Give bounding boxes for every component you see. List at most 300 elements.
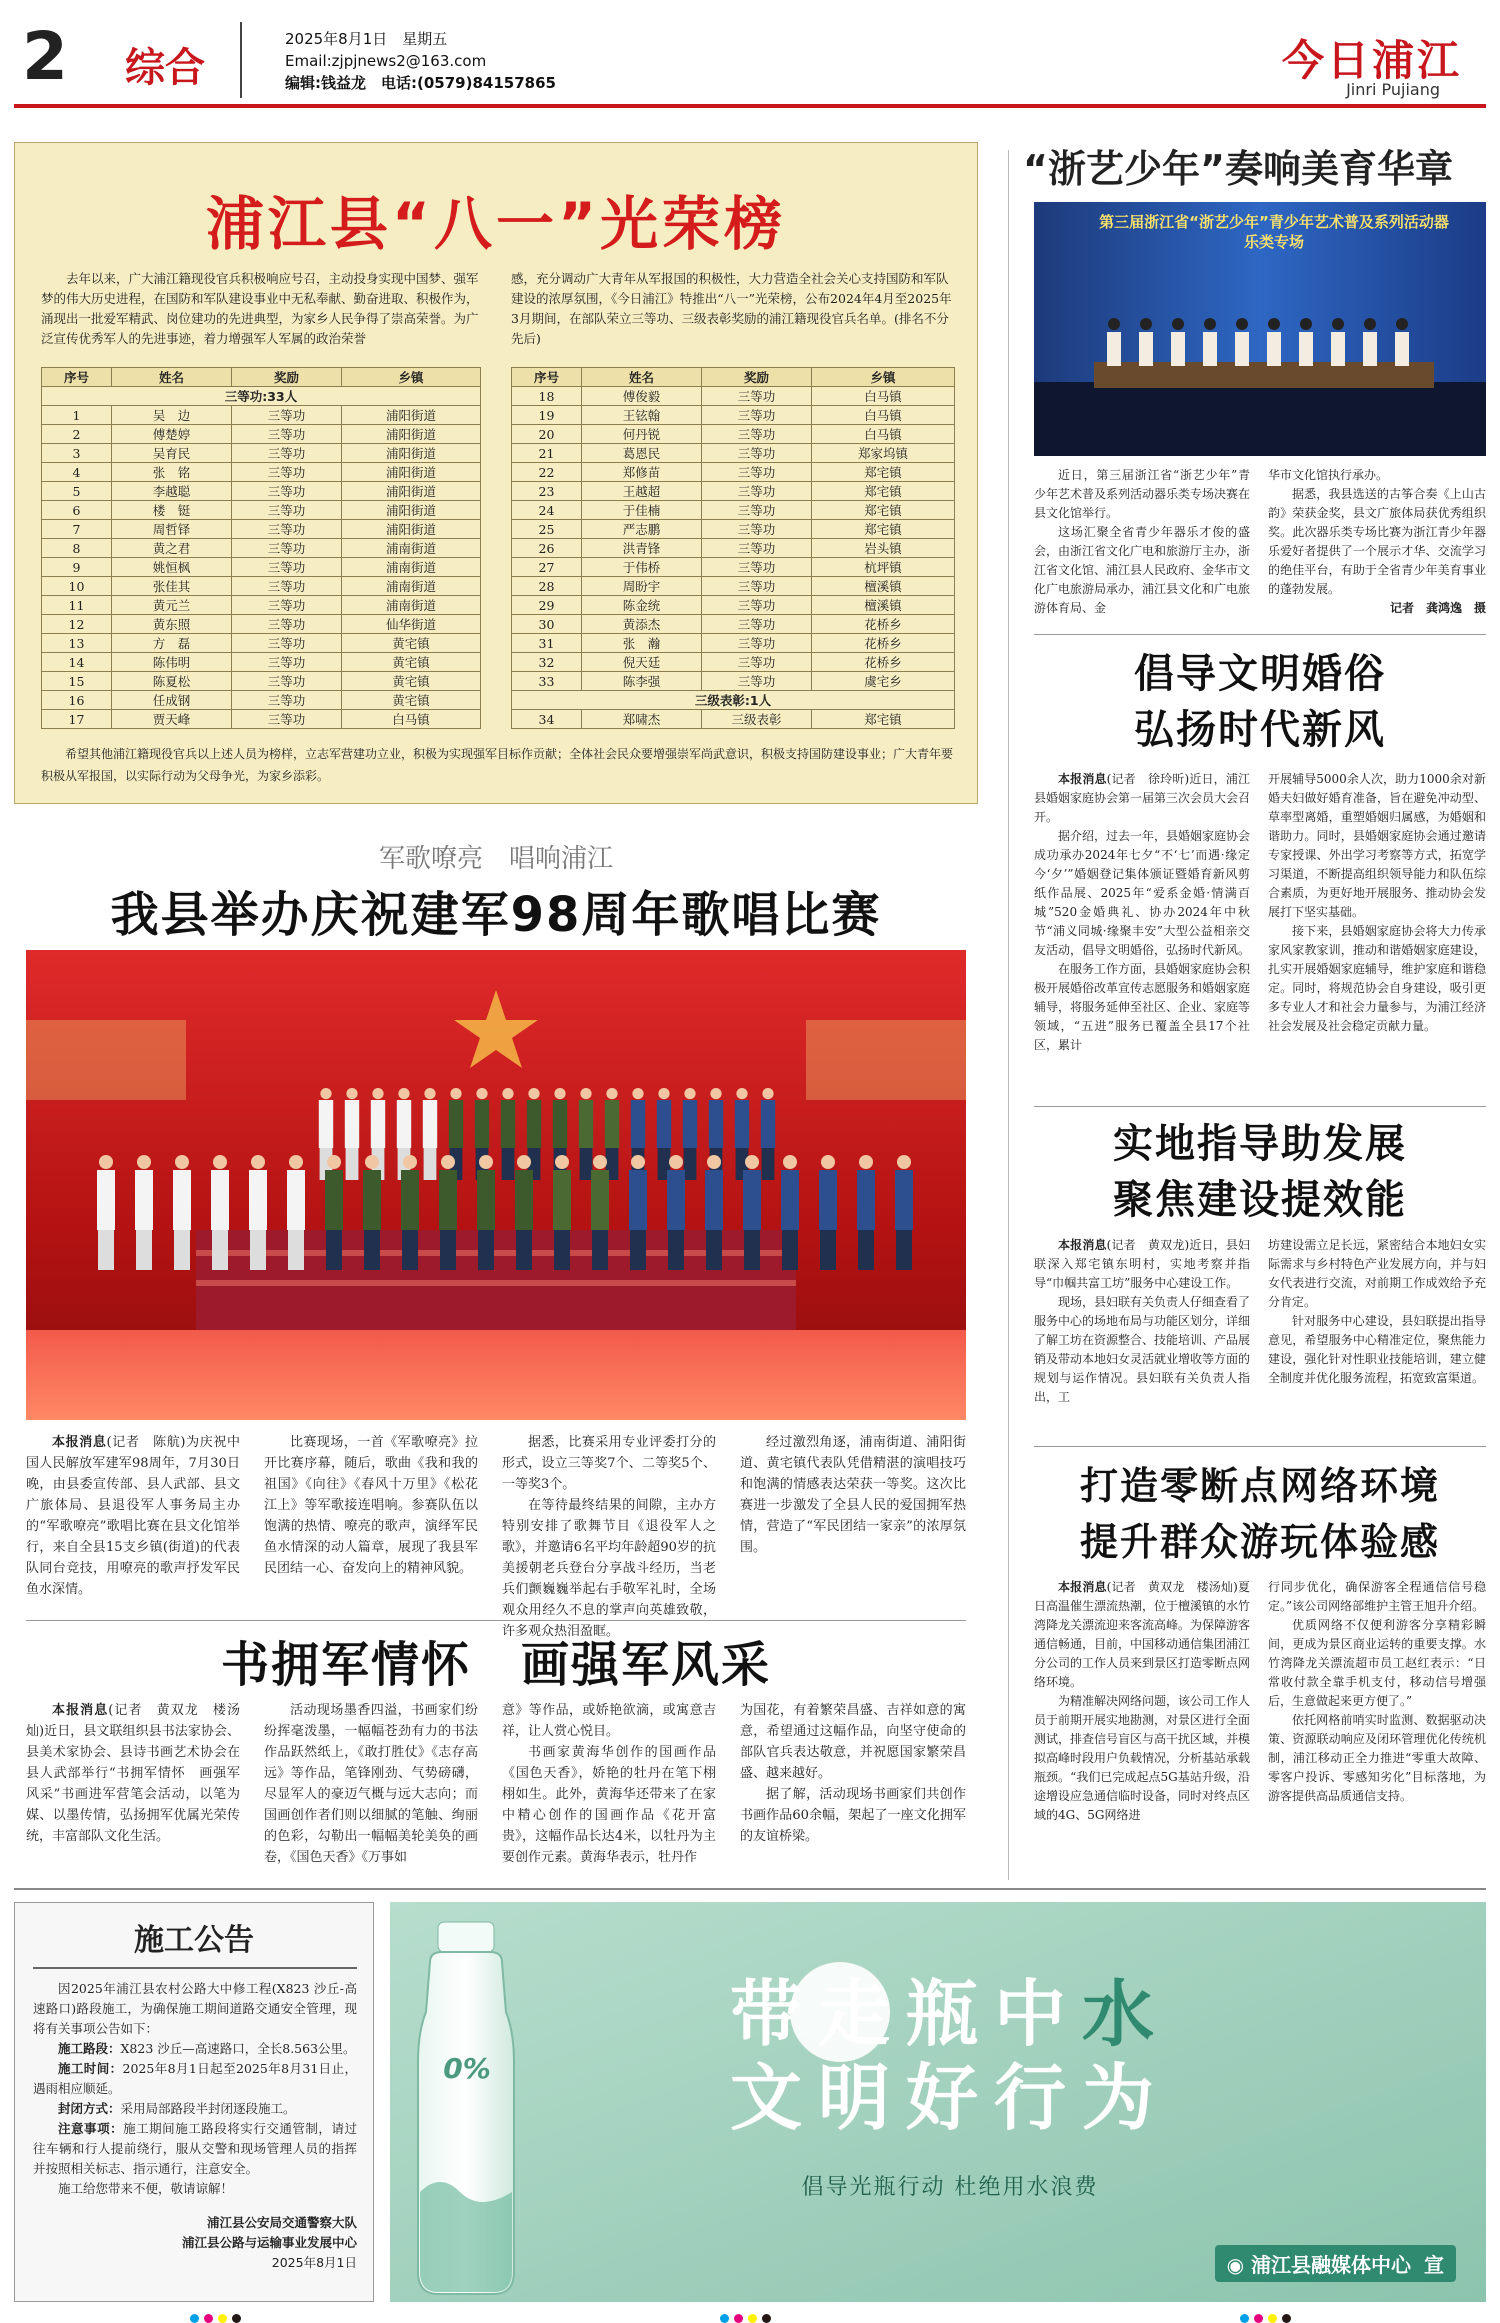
col-header-town: 乡镇 [342, 368, 481, 387]
performer-figure [629, 1170, 647, 1230]
notice-line-2: 2025年8月1日起至2025年8月31日止，遇雨相应顺延。 [33, 2061, 357, 2096]
calligraphy-p4: 书画家黄海华创作的国画作品《国色天香》，娇艳的牡丹在笔下栩栩如生。此外，黄海华还带来了在家中精心创作的国画作品《花开富贵》，这幅作品长达4米，以牡丹为主要创作元素。黄海华表示，牡丹作 [502, 1745, 716, 1865]
guidance-p4: 针对服务中心建设，县妇联提出指导意见，希望服务中心精准定位，聚焦能力建设，强化针对性职业技能培训，建立健全制度并优化服务流程，拓宽致富渠道。 [1268, 1314, 1486, 1385]
cell: 三等功 [702, 672, 812, 691]
cell: 傅楚婷 [112, 425, 232, 444]
performer-head [502, 1088, 513, 1099]
marriage-title-1: 倡导文明婚俗 [1134, 651, 1386, 697]
performer-figure [439, 1170, 457, 1230]
cell: 9 [42, 558, 112, 577]
cell: 28 [512, 577, 582, 596]
performer-legs [744, 1230, 760, 1270]
cell: 1 [42, 406, 112, 425]
newspaper-logo: 今日浦江 [1281, 36, 1462, 85]
marriage-p5: 接下来，县婚姻家庭协会将大力传承家风家教家训，推动和谐婚姻家庭建设，扎实开展婚姻家庭辅导，维护家庭和谐稳定。同时，将规范协会自身建设，吸引更多专业人才和社会力量参与，为浦江经济社会发展及社会稳定贡献力量。 [1268, 924, 1486, 1033]
notice-date: 2025年8月1日 [271, 2255, 357, 2270]
cell: 三等功 [232, 653, 342, 672]
performer-figure [423, 1100, 437, 1148]
performer-figure [553, 1100, 567, 1148]
cell: 三等功 [232, 463, 342, 482]
calligraphy-p3: 意》等作品，或娇艳欲滴，或寓意吉祥，让人赏心悦目。 [502, 1703, 716, 1739]
table-row [42, 672, 481, 691]
cell: 浦阳街道 [342, 482, 481, 501]
cell: 方 磊 [112, 634, 232, 653]
divider [1034, 1106, 1486, 1107]
ad-org [1215, 2245, 1456, 2282]
cell: 30 [512, 615, 582, 634]
col-header-no: 序号 [512, 368, 582, 387]
cell: 浦南街道 [342, 558, 481, 577]
table-row [512, 596, 955, 615]
player-head [1140, 318, 1152, 330]
performer-figure [761, 1100, 775, 1148]
marriage-para-1 [1034, 770, 1250, 1055]
cell: 三等功 [232, 482, 342, 501]
table-row [512, 558, 955, 577]
cell: 姚恒枫 [112, 558, 232, 577]
performer-figure [501, 1100, 515, 1148]
cell: 陈李强 [582, 672, 702, 691]
honor-roll [14, 142, 978, 804]
performer-figure [397, 1100, 411, 1148]
cell: 葛恩民 [582, 444, 702, 463]
network-p3: 行同步优化，确保游客全程通信信号稳定。”该公司网络部维护主管王旭升介绍。 [1268, 1580, 1486, 1613]
table-row [42, 520, 481, 539]
cell: 三等功 [702, 444, 812, 463]
email-line[interactable]: Email:zjpjnews2@163.com [285, 52, 487, 70]
performer-figure [631, 1100, 645, 1148]
choir-stage-image [26, 950, 966, 1420]
notice-line-4: 施工期间施工路段将实行交通管制，请过往车辆和行人提前绕行，服从交警和现场管理人员的指挥并按照相关标志、指示通行，注意安全。 [33, 2121, 357, 2176]
cell: 三等功 [232, 615, 342, 634]
cell: 杭坪镇 [812, 558, 955, 577]
cell: 5 [42, 482, 112, 501]
label: 注意事项： [58, 2121, 124, 2136]
cell: 29 [512, 596, 582, 615]
performer-figure [515, 1170, 533, 1230]
honor-title: 浦江县“八一”光荣榜 [205, 190, 787, 258]
cell: 檀溪镇 [812, 596, 955, 615]
cell: 19 [512, 406, 582, 425]
cell: 岩头镇 [812, 539, 955, 558]
network-para-1 [1034, 1578, 1250, 1825]
cell: 三等功 [232, 634, 342, 653]
performer-legs [820, 1230, 836, 1270]
performer-head [528, 1088, 539, 1099]
cell: 郑家坞镇 [812, 444, 955, 463]
cell: 傅俊毅 [582, 387, 702, 406]
honor-footer: 希望其他浦江籍现役官兵以上述人员为榜样，立志军营建功立业，积极为实现强军目标作贡献；全体社会民众要增强崇军尚武意识，积极支持国防建设事业；广大青年要积极从军报国，以实际行动为父母争光，为家乡添彩。 [41, 747, 954, 783]
performer-legs [212, 1230, 228, 1270]
divider [1034, 634, 1486, 635]
divider [1034, 1446, 1486, 1447]
player-head [1300, 318, 1312, 330]
performer-figure [657, 1100, 671, 1148]
cell: 22 [512, 463, 582, 482]
notice-body [33, 1979, 357, 2273]
performer-figure [363, 1170, 381, 1230]
performer-figure [449, 1100, 463, 1148]
calligraphy-para-4 [740, 1700, 966, 1847]
date-line: 2025年8月1日 星期五 [285, 30, 448, 48]
col-header-name: 姓名 [582, 368, 702, 387]
network-p1-text: (记者 黄双龙 楼汤灿)夏日高温催生漂流热潮，位于檀溪镇的水竹湾降龙关漂流迎来客流高峰。为保障游客通信畅通，目前，中国移动通信集团浦江分公司的工作人员来到景区打造零断点网络环境。 [1034, 1580, 1251, 1689]
performer-legs [762, 1148, 775, 1180]
cell: 三等功 [702, 463, 812, 482]
cell: 浦阳街道 [342, 444, 481, 463]
performer-head [631, 1155, 645, 1169]
honor-table-left [41, 367, 481, 729]
performer-figure [211, 1170, 229, 1230]
table-row [42, 577, 481, 596]
col-header-town: 乡镇 [812, 368, 955, 387]
cell: 郑宅镇 [812, 520, 955, 539]
calligraphy-para-2: 活动现场墨香四溢，书画家们纷纷挥毫泼墨，一幅幅苍劲有力的书法作品跃然纸上，《敢打胜仗》《志存高远》等作品，笔锋刚劲、气势磅礴，尽显军人的豪迈气概与远大志向；而国画创作者们则以细腻的笔触、绚丽的色彩，勾勒出一幅幅美轮美奂的画卷，《国色天香》《万事如 [264, 1703, 478, 1865]
zheyi-title: “浙艺少年”奏响美育华章 [1023, 147, 1453, 191]
ad-headline [540, 1972, 1360, 2140]
table-row [42, 558, 481, 577]
cell: 三等功 [702, 653, 812, 672]
group-title: 三等功:33人 [42, 387, 481, 406]
cell: 花桥乡 [812, 634, 955, 653]
cell: 4 [42, 463, 112, 482]
cell: 吴 边 [112, 406, 232, 425]
performer-legs [250, 1230, 266, 1270]
cell: 陈伟明 [112, 653, 232, 672]
player-head [1172, 318, 1184, 330]
cell: 三等功 [232, 501, 342, 520]
performer-figure [667, 1170, 685, 1230]
cell: 花桥乡 [812, 615, 955, 634]
calligraphy-title: 书拥军情怀 画强军风采 [220, 1637, 771, 1693]
performer-head [517, 1155, 531, 1169]
cell: 楼 铤 [112, 501, 232, 520]
cell: 16 [42, 691, 112, 710]
cell: 倪天廷 [582, 653, 702, 672]
cell: 郑宅镇 [812, 710, 955, 729]
cell: 洪青锋 [582, 539, 702, 558]
notice-apology: 施工给您带来不便，敬请谅解！ [58, 2181, 234, 2196]
player-figure [1171, 332, 1185, 366]
performer-head [398, 1088, 409, 1099]
cell: 王铉翰 [582, 406, 702, 425]
table-header-row [42, 368, 481, 387]
cell: 花桥乡 [812, 653, 955, 672]
performer-figure [895, 1170, 913, 1230]
cell: 浦阳街道 [342, 425, 481, 444]
cell: 3 [42, 444, 112, 463]
table-row [42, 482, 481, 501]
performer-head [137, 1155, 151, 1169]
cell: 20 [512, 425, 582, 444]
cell: 三等功 [232, 577, 342, 596]
cell: 三等功 [232, 710, 342, 729]
performer-head [762, 1088, 773, 1099]
registration-dots [1240, 2308, 1291, 2323]
marriage-p3: 在服务工作方面，县婚姻家庭协会积极开展婚俗改革宣传志愿服务和婚姻家庭辅导，将服务延伸至社区、企业、家庭等领域，“五进”服务已覆盖全县17个社区，累计 [1034, 962, 1251, 1052]
performer-head [372, 1088, 383, 1099]
cell: 郑宅镇 [812, 501, 955, 520]
performer-head [707, 1155, 721, 1169]
performer-figure [371, 1100, 385, 1148]
guidance-title [1034, 1116, 1486, 1228]
player-figure [1267, 332, 1281, 366]
cell: 27 [512, 558, 582, 577]
table-row [512, 634, 955, 653]
table-row [42, 444, 481, 463]
performer-figure [401, 1170, 419, 1230]
cell: 李越聪 [112, 482, 232, 501]
table-row [42, 653, 481, 672]
performer-head [424, 1088, 435, 1099]
label: 施工路段： [58, 2041, 121, 2056]
cell: 白马镇 [342, 710, 481, 729]
cell: 任成钢 [112, 691, 232, 710]
honor-table-right [511, 367, 955, 729]
performer-head [821, 1155, 835, 1169]
cell: 黄宅镇 [342, 672, 481, 691]
cell: 24 [512, 501, 582, 520]
col-header-no: 序号 [42, 368, 112, 387]
cell: 三等功 [702, 539, 812, 558]
performer-head [320, 1088, 331, 1099]
cell: 三等功 [232, 596, 342, 615]
cell: 吴育民 [112, 444, 232, 463]
table-row [512, 615, 955, 634]
song-para-1 [26, 1432, 240, 1600]
player-head [1268, 318, 1280, 330]
network-p2: 为精准解决网络问题，该公司工作人员于前期开展实地勘测，对景区进行全面测试，排查信号盲区与高干扰区域，并模拟高峰时段用户负载情况，分析基站承载瓶颈。“我们已完成起点5G基站升级，沿途增设应急通信临时设备，同时对终点区域的4G、5G网络进 [1034, 1694, 1251, 1822]
network-title [1034, 1458, 1486, 1570]
performer-legs [346, 1148, 359, 1180]
table-row [512, 406, 955, 425]
cell: 黄之君 [112, 539, 232, 558]
notice-sign-2: 浦江县公路与运输事业发展中心 [181, 2235, 357, 2250]
performer-figure [97, 1170, 115, 1230]
zheyi-p1: 近日，第三届浙江省“浙艺少年”青少年艺术普及系列活动器乐类专场决赛在县文化馆举行。 [1034, 468, 1251, 520]
cell: 于佳楠 [582, 501, 702, 520]
performer-legs [516, 1230, 532, 1270]
performer-legs [440, 1230, 456, 1270]
cell: 三级表彰 [702, 710, 812, 729]
group2-title: 三级表彰:1人 [512, 691, 955, 710]
player-head [1204, 318, 1216, 330]
performer-head [632, 1088, 643, 1099]
song-para-3 [502, 1432, 716, 1642]
performer-head [593, 1155, 607, 1169]
cell: 郑啸杰 [582, 710, 702, 729]
bottle-label: 0% [443, 2052, 491, 2085]
cell: 2 [42, 425, 112, 444]
performer-figure [857, 1170, 875, 1230]
guidance-p2: 现场，县妇联有关负责人仔细查看了服务中心的场地布局与功能区划分，详细了解工坊在资源整合、技能培训、产品展销及带动本地妇女灵活就业增收等方面的规划与运作情况。县妇联有关负责人指出，工 [1034, 1295, 1251, 1404]
table-row [512, 520, 955, 539]
column-divider [1008, 150, 1009, 1880]
cell: 三等功 [702, 615, 812, 634]
performer-legs [174, 1230, 190, 1270]
cell: 三等功 [702, 406, 812, 425]
cell: 三等功 [232, 691, 342, 710]
cell: 浦阳街道 [342, 501, 481, 520]
performer-figure [287, 1170, 305, 1230]
player-figure [1395, 332, 1409, 366]
table-row [42, 425, 481, 444]
cell: 31 [512, 634, 582, 653]
guidance-title-1: 实地指导助发展 [1113, 1121, 1407, 1167]
table-row [42, 634, 481, 653]
header-divider [240, 22, 242, 98]
table-header-row [512, 368, 955, 387]
cell: 33 [512, 672, 582, 691]
marriage-title-2: 弘扬时代新风 [1134, 707, 1386, 753]
notice-sign-1: 浦江县公安局交通警察大队 [206, 2215, 357, 2230]
cell: 张 瀚 [582, 634, 702, 653]
performer-legs [326, 1230, 342, 1270]
marriage-p4: 开展辅导5000余人次，助力1000余对新婚夫妇做好婚育准备，旨在避免冲动型、草率型离婚，重塑婚姻归属感，为婚姻和谐助力。同时，县婚姻家庭协会通过邀请专家授课、外出学习考察等方式，拓宽学习渠道，不断提高组织领导能力和队伍综合素质，为更好地开展服务、推动协会发展打下坚实基础。 [1268, 772, 1486, 919]
performer-head [736, 1088, 747, 1099]
player-head [1236, 318, 1248, 330]
performer-figure [705, 1170, 723, 1230]
label: 施工时间： [58, 2061, 123, 2076]
cell: 黄东照 [112, 615, 232, 634]
marriage-title [1034, 646, 1486, 758]
table-row [42, 691, 481, 710]
performer-head [450, 1088, 461, 1099]
player-head [1364, 318, 1376, 330]
performer-figure [591, 1170, 609, 1230]
table-row [42, 596, 481, 615]
performer-figure [527, 1100, 541, 1148]
cell: 10 [42, 577, 112, 596]
cell: 三等功 [702, 501, 812, 520]
player-head [1108, 318, 1120, 330]
cell: 陈金统 [582, 596, 702, 615]
song-p5: 经过激烈角逐，浦南街道、浦阳街道、黄宅镇代表队凭借精湛的演唱技巧和饱满的情感表达荣获一等奖。这次比赛进一步激发了全县人民的爱国拥军热情，营造了“军民团结一家亲”的浓厚氛围。 [740, 1435, 966, 1555]
table-row [42, 501, 481, 520]
cell: 三等功 [232, 672, 342, 691]
cell: 周盼宇 [582, 577, 702, 596]
performer-head [745, 1155, 759, 1169]
performer-figure [135, 1170, 153, 1230]
player-head [1332, 318, 1344, 330]
lead: 本报消息 [1058, 1238, 1107, 1252]
org-logo-icon: ◉ [1226, 2253, 1245, 2277]
guidance-para-2 [1268, 1236, 1486, 1388]
player-head [1396, 318, 1408, 330]
cell: 23 [512, 482, 582, 501]
performer-head [479, 1155, 493, 1169]
performer-head [99, 1155, 113, 1169]
zheyi-credit: 记者 龚鸿逸 摄 [1389, 601, 1486, 615]
cell: 34 [512, 710, 582, 729]
cell: 三等功 [232, 444, 342, 463]
ad-headline-b: 文明好行为 [729, 2056, 1170, 2140]
zheyi-para-1 [1034, 466, 1250, 618]
cell: 17 [42, 710, 112, 729]
calligraphy-para-3 [502, 1700, 716, 1868]
performer-head [365, 1155, 379, 1169]
zheyi-p3: 华市文化馆执行承办。 [1268, 468, 1389, 482]
guidance-p1-text: (记者 黄双龙)近日，县妇联深入郑宅镇东明村，实地考察并指导“巾帼共富工坊”服务中心建设工作。 [1034, 1238, 1250, 1290]
page-number: 2 [22, 18, 68, 95]
cell: 21 [512, 444, 582, 463]
performer-figure [579, 1100, 593, 1148]
cell: 浦南街道 [342, 539, 481, 558]
honor-intro-right: 感，充分调动广大青年从军报国的积极性，大力营造全社会关心支持国防和军队建设的浓厚氛围，《今日浦江》特推出“八一”光荣榜，公布2024年4月至2025年3月期间，在部队荣立三等功、三级表彰奖励的浦江籍现役官兵名单。(排名不分先后) [511, 271, 952, 346]
notice-line-1: X823 沙丘—高速路口，全长8.563公里。 [120, 2041, 356, 2056]
performer-head [669, 1155, 683, 1169]
honor-intro-left: 去年以来，广大浦江籍现役官兵积极响应号召，主动投身实现中国梦、强军梦的伟大历史进程，在国防和军队建设事业中无私奉献、勤奋进取、积极作为，涌现出一批爱军精武、岗位建功的先进典型，为家乡人民争得了崇高荣誉。为广泛宣传优秀军人的先进事迹，着力增强军人军属的政治荣誉 [41, 271, 479, 346]
label: 封闭方式： [58, 2101, 121, 2116]
performer-legs [684, 1148, 697, 1180]
cell: 浦阳街道 [342, 406, 481, 425]
song-p4: 在等待最终结果的间隙，主办方特别安排了歌舞节目《退役军人之歌》，并邀请6名平均年龄超90岁的抗美援朝老兵登台分享战斗经历，当老兵们颤巍巍举起右手敬军礼时，全场观众用经久不息的掌声向英雄致敬，许多观众热泪盈眶。 [502, 1498, 716, 1639]
cell: 三等功 [232, 558, 342, 577]
cell: 15 [42, 672, 112, 691]
performer-legs [896, 1230, 912, 1270]
performer-head [289, 1155, 303, 1169]
cell: 张 铭 [112, 463, 232, 482]
notice-rule [33, 1967, 357, 1969]
header-info [285, 28, 556, 94]
cell: 檀溪镇 [812, 577, 955, 596]
ad-org-name: 浦江县融媒体中心 [1251, 2253, 1412, 2277]
performer-head [327, 1155, 341, 1169]
cell: 12 [42, 615, 112, 634]
song-p3: 据悉，比赛采用专业评委打分的形式，设立三等奖7个、二等奖5个、一等奖3个。 [502, 1435, 716, 1492]
cell: 周哲铎 [112, 520, 232, 539]
cell: 何丹锐 [582, 425, 702, 444]
player-figure [1139, 332, 1153, 366]
cell: 18 [512, 387, 582, 406]
performer-figure [173, 1170, 191, 1230]
cell: 黄元兰 [112, 596, 232, 615]
notice-line-3: 采用局部路段半封闭逐段施工。 [120, 2101, 296, 2116]
cell: 14 [42, 653, 112, 672]
marriage-para-2 [1268, 770, 1486, 1036]
performer-head [783, 1155, 797, 1169]
table-row [512, 710, 955, 729]
marriage-p2: 据介绍，过去一年，县婚姻家庭协会成功承办2024年七夕“不‘七’而遇·缘定今‘夕’”婚姻登记集体颁证暨婚育新风剪纸作品展、2025年“爱系金婚·情满百城”520金婚典礼、协办2024年中秋节“浦义同城·缘聚丰安”大型公益相亲交友活动，倡导文明婚俗，弘扬时代新风。 [1034, 829, 1251, 957]
cell: 黄宅镇 [342, 691, 481, 710]
ad-headline-water: 水 [1082, 1972, 1171, 2056]
performer-legs [706, 1230, 722, 1270]
group-row [42, 387, 481, 406]
editor-line: 编辑:钱益龙 电话:(0579)84157865 [285, 74, 556, 92]
table-row [512, 539, 955, 558]
cell: 浦南街道 [342, 596, 481, 615]
cell: 贾天峰 [112, 710, 232, 729]
player-figure [1331, 332, 1345, 366]
performer-figure [709, 1100, 723, 1148]
performer-legs [630, 1230, 646, 1270]
cell: 陈夏松 [112, 672, 232, 691]
newspaper-logo-en: Jinri Pujiang [1346, 80, 1440, 99]
performer-legs [668, 1230, 684, 1270]
performer-head [897, 1155, 911, 1169]
performer-legs [402, 1230, 418, 1270]
network-p5: 依托网格前哨实时监测、数据驱动决策、资源联动响应及闭环管理优化传统机制，浦江移动正全力推进“零重大故障、零客户投诉、零感知劣化”目标落地，为游客提供高品质通信支持。 [1268, 1713, 1486, 1803]
cell: 32 [512, 653, 582, 672]
performer-figure [475, 1100, 489, 1148]
cell: 郑宅镇 [812, 463, 955, 482]
cell: 白马镇 [812, 425, 955, 444]
zheyi-banner: 第三届浙江省“浙艺少年”青少年艺术普及系列活动器乐类专场 [1099, 213, 1449, 251]
cell: 白马镇 [812, 387, 955, 406]
performer-head [710, 1088, 721, 1099]
ad-slogan: 倡导光瓶行动 杜绝用水浪费 [801, 2175, 1099, 2200]
performer-head [476, 1088, 487, 1099]
